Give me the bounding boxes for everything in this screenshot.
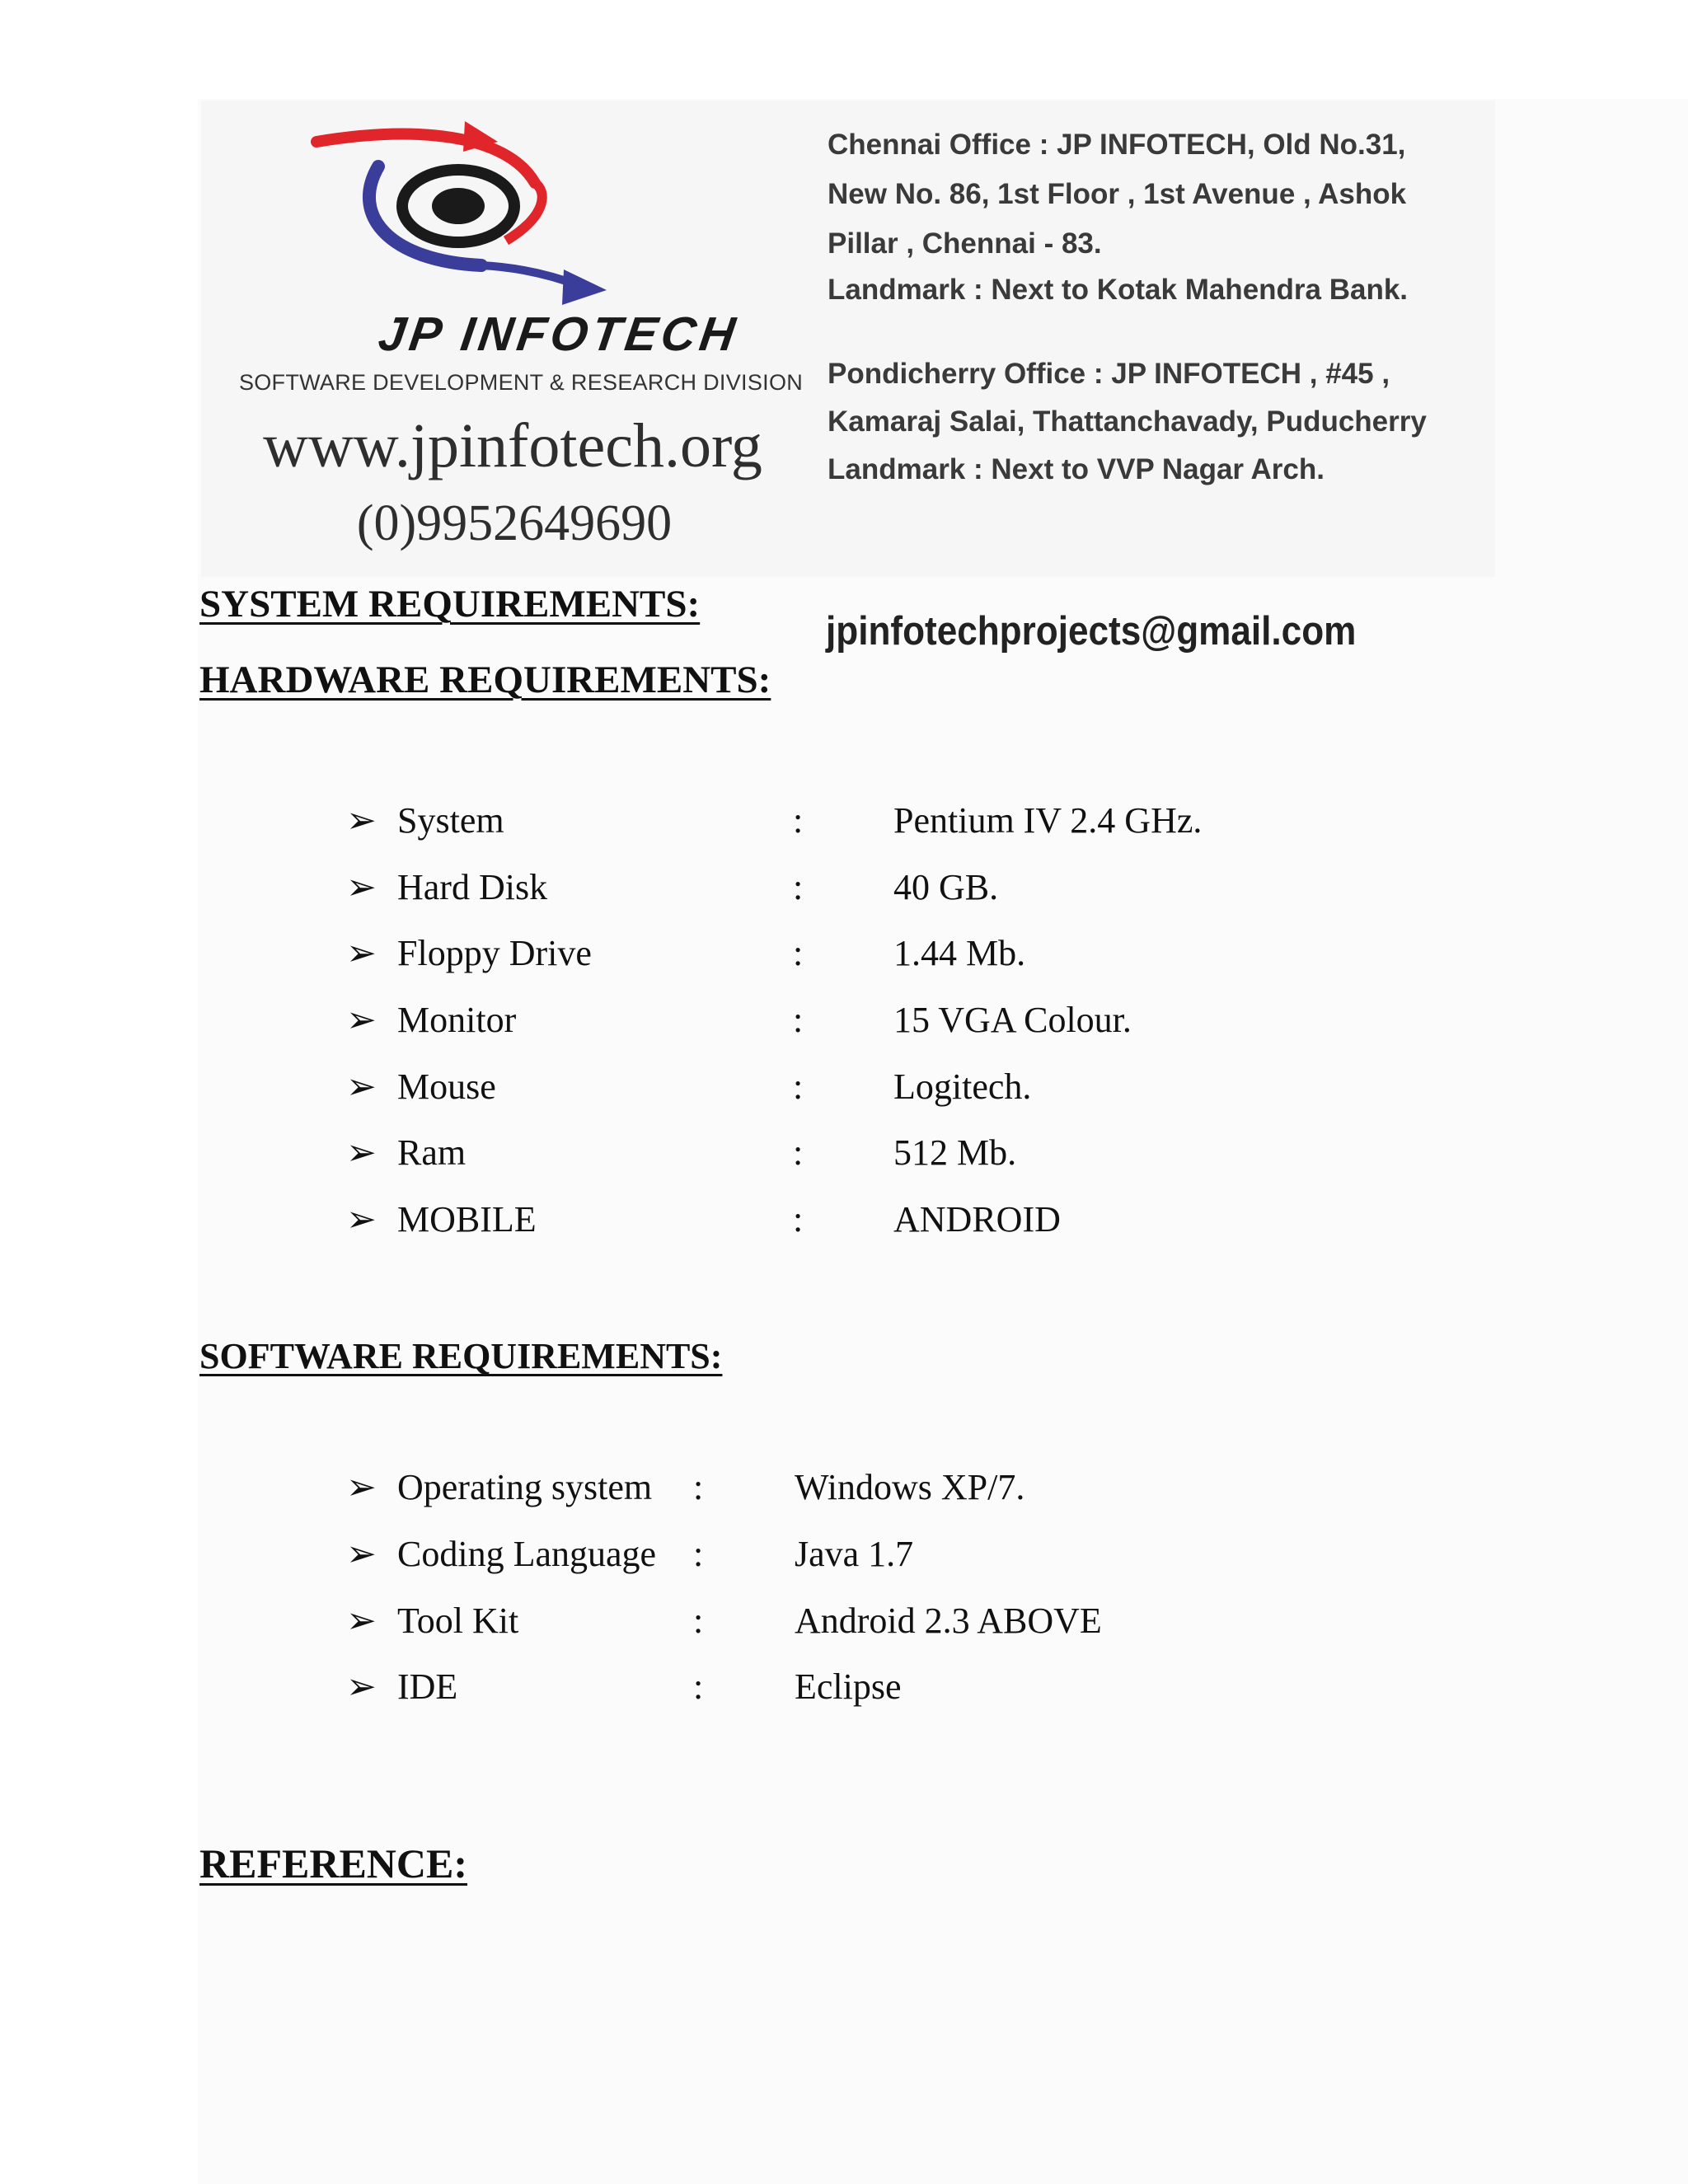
list-item xyxy=(0,1666,1688,1715)
requirement-label: Tool Kit xyxy=(397,1601,519,1641)
software-requirements-heading: SOFTWARE REQUIREMENTS: xyxy=(199,1336,723,1376)
pondicherry-address-line: Pondicherry Office : JP INFOTECH , #45 , xyxy=(828,358,1390,390)
chennai-landmark: Landmark : Next to Kotak Mahendra Bank. xyxy=(828,274,1409,306)
chennai-address-line: New No. 86, 1st Floor , 1st Avenue , Ashok xyxy=(828,178,1407,210)
reference-heading: REFERENCE: xyxy=(199,1840,468,1886)
separator: : xyxy=(693,1467,704,1507)
brand-name: JP INFOTECH xyxy=(375,307,743,361)
arrow-bullet-icon: ➢ xyxy=(346,1000,377,1040)
separator: : xyxy=(693,1534,704,1574)
arrow-bullet-icon: ➢ xyxy=(346,1467,377,1507)
arrow-bullet-icon: ➢ xyxy=(346,1132,377,1173)
separator: : xyxy=(793,867,804,907)
requirement-value: ANDROID xyxy=(893,1199,1061,1240)
requirement-label: Hard Disk xyxy=(397,867,548,907)
arrow-bullet-icon: ➢ xyxy=(346,1601,377,1641)
separator: : xyxy=(793,800,804,841)
arrow-bullet-icon: ➢ xyxy=(346,933,377,973)
pondicherry-landmark: Landmark : Next to VVP Nagar Arch. xyxy=(828,453,1325,485)
hardware-requirements-heading: HARDWARE REQUIREMENTS: xyxy=(199,658,771,701)
requirement-label: Operating system xyxy=(397,1467,653,1507)
requirement-label: Floppy Drive xyxy=(397,933,592,973)
separator: : xyxy=(793,1066,804,1107)
requirement-value: 40 GB. xyxy=(893,867,999,907)
system-requirements-heading: SYSTEM REQUIREMENTS: xyxy=(199,583,701,626)
list-item xyxy=(0,999,1688,1048)
requirement-value: 1.44 Mb. xyxy=(893,933,1026,973)
list-item xyxy=(0,866,1688,916)
pondicherry-address-line: Kamaraj Salai, Thattanchavady, Puducherry xyxy=(828,405,1427,438)
separator: : xyxy=(793,933,804,973)
requirement-label: Mouse xyxy=(397,1066,496,1107)
list-item xyxy=(0,1066,1688,1115)
list-item xyxy=(0,1198,1688,1248)
arrow-bullet-icon: ➢ xyxy=(346,1534,377,1574)
chennai-address-line: Pillar , Chennai - 83. xyxy=(828,227,1102,260)
separator: : xyxy=(793,1000,804,1040)
website-link[interactable]: www.jpinfotech.org xyxy=(263,411,762,480)
division-tagline: SOFTWARE DEVELOPMENT & RESEARCH DIVISION xyxy=(238,370,804,395)
list-item xyxy=(0,1533,1688,1582)
requirement-value: Pentium IV 2.4 GHz. xyxy=(893,800,1203,841)
arrow-bullet-icon: ➢ xyxy=(346,800,377,841)
requirement-value: Windows XP/7. xyxy=(795,1467,1025,1507)
requirement-label: MOBILE xyxy=(397,1199,537,1240)
chennai-address-line: Chennai Office : JP INFOTECH, Old No.31, xyxy=(828,129,1406,161)
list-item xyxy=(0,1466,1688,1516)
list-item xyxy=(0,1132,1688,1181)
separator: : xyxy=(693,1666,704,1707)
list-item xyxy=(0,932,1688,982)
requirement-value: 15 VGA Colour. xyxy=(893,1000,1132,1040)
jp-infotech-logo-icon xyxy=(300,117,679,315)
requirement-label: System xyxy=(397,800,504,841)
separator: : xyxy=(693,1601,704,1641)
arrow-bullet-icon: ➢ xyxy=(346,867,377,907)
requirement-label: Monitor xyxy=(397,1000,517,1040)
email-link[interactable]: jpinfotechprojects@gmail.com xyxy=(826,609,1357,654)
arrow-bullet-icon: ➢ xyxy=(346,1066,377,1107)
requirement-value: 512 Mb. xyxy=(893,1132,1017,1173)
separator: : xyxy=(793,1199,804,1240)
requirement-value: Android 2.3 ABOVE xyxy=(795,1601,1102,1641)
requirement-label: Ram xyxy=(397,1132,467,1173)
requirement-value: Java 1.7 xyxy=(795,1534,914,1574)
arrow-bullet-icon: ➢ xyxy=(346,1199,377,1240)
phone-number: (0)9952649690 xyxy=(356,495,673,551)
requirement-label: Coding Language xyxy=(397,1534,657,1574)
list-item xyxy=(0,799,1688,849)
requirement-value: Logitech. xyxy=(893,1066,1032,1107)
requirement-label: IDE xyxy=(397,1666,458,1707)
requirement-value: Eclipse xyxy=(795,1666,902,1707)
list-item xyxy=(0,1600,1688,1649)
arrow-bullet-icon: ➢ xyxy=(346,1666,377,1707)
separator: : xyxy=(793,1132,804,1173)
